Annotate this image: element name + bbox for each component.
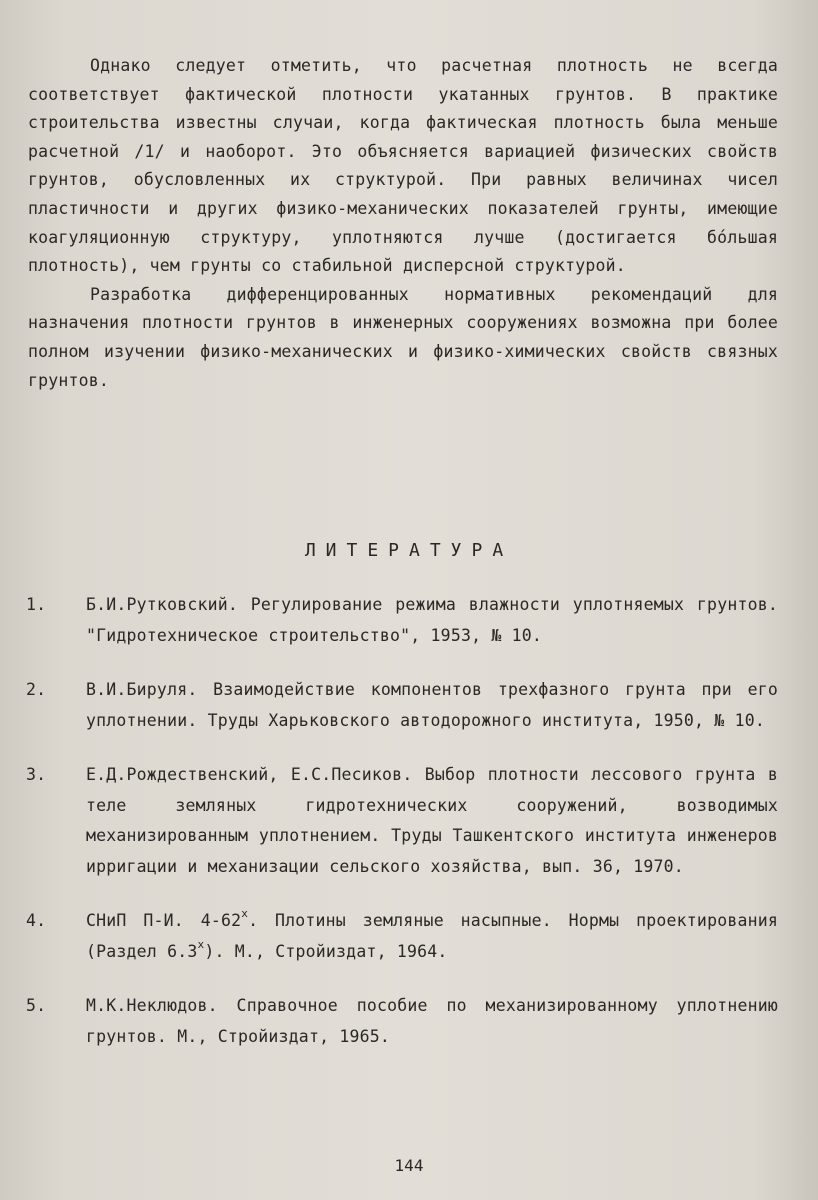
paragraph: Разработка дифференцированных нормативных рекомендаций для назначения плотности грунтов в инженерных сооружениях возможна при более полном изучении физико-механических и физико-химических свойств связных грунтов. bbox=[28, 284, 778, 390]
reference-number: 5. bbox=[26, 996, 47, 1015]
reference-text bbox=[86, 907, 779, 961]
reference-text: Е.Д.Рождественский, Е.С.Песиков. Выбор плотности лессового грунта в теле земляных гидротехнических сооружений, возводимых механизированным уплотнением. Труды Ташкентского института инженеров ирригации и механизации сельского хозяйства, вып. 36, 1970. bbox=[86, 765, 778, 876]
reference-item bbox=[26, 991, 778, 1052]
superscript-mark: х bbox=[197, 937, 205, 951]
reference-list bbox=[26, 590, 778, 1076]
reference-text: Б.И.Рутковский. Регулирование режима влажности уплотняемых грунтов. "Гидротехническое строительство", 1953, № 10. bbox=[86, 595, 778, 645]
body-text bbox=[28, 52, 778, 395]
reference-text: М.К.Неклюдов. Справочное пособие по механизированному уплотнению грунтов. М., Стройиздат, 1965. bbox=[86, 996, 778, 1046]
reference-number: 2. bbox=[26, 680, 47, 699]
reference-number: 4. bbox=[26, 911, 47, 930]
reference-text-part: . Плотины земляные насыпные. Нормы проектирования (Раздел 6.3 bbox=[86, 911, 779, 961]
reference-number: 3. bbox=[26, 765, 47, 784]
reference-text-part: ). М., Стройиздат, 1964. bbox=[204, 941, 448, 961]
reference-number: 1. bbox=[26, 595, 47, 614]
reference-item bbox=[26, 906, 778, 967]
reference-item bbox=[26, 590, 778, 651]
references-heading: ЛИТЕРАТУРА bbox=[304, 540, 514, 561]
reference-item bbox=[26, 675, 778, 736]
paragraph: Однако следует отметить, что расчетная плотность не всегда соответствует фактической плотности укатанных грунтов. В практике строительства известны случаи, когда фактическая плотность была меньше расчетной /1/ и наоборот. Это объясняется вариацией физических свойств грунтов, обусловленных их структурой. При равных величинах чисел пластичности и других физико-механических показателей грунты, имеющие коагуляционную структуру, уплотняются лучше (достигается бóльшая плотность), чем грунты со стабильной дисперсной структурой. bbox=[28, 56, 778, 276]
page-number: 144 bbox=[394, 1156, 424, 1175]
reference-item bbox=[26, 760, 778, 882]
reference-text-part: СНиП П-И. 4-62 bbox=[86, 911, 242, 930]
reference-text: В.И.Бируля. Взаимодействие компонентов трехфазного грунта при его уплотнении. Труды Харьковского автодорожного института, 1950, № 10. bbox=[86, 680, 778, 730]
superscript-mark: х bbox=[241, 907, 249, 920]
